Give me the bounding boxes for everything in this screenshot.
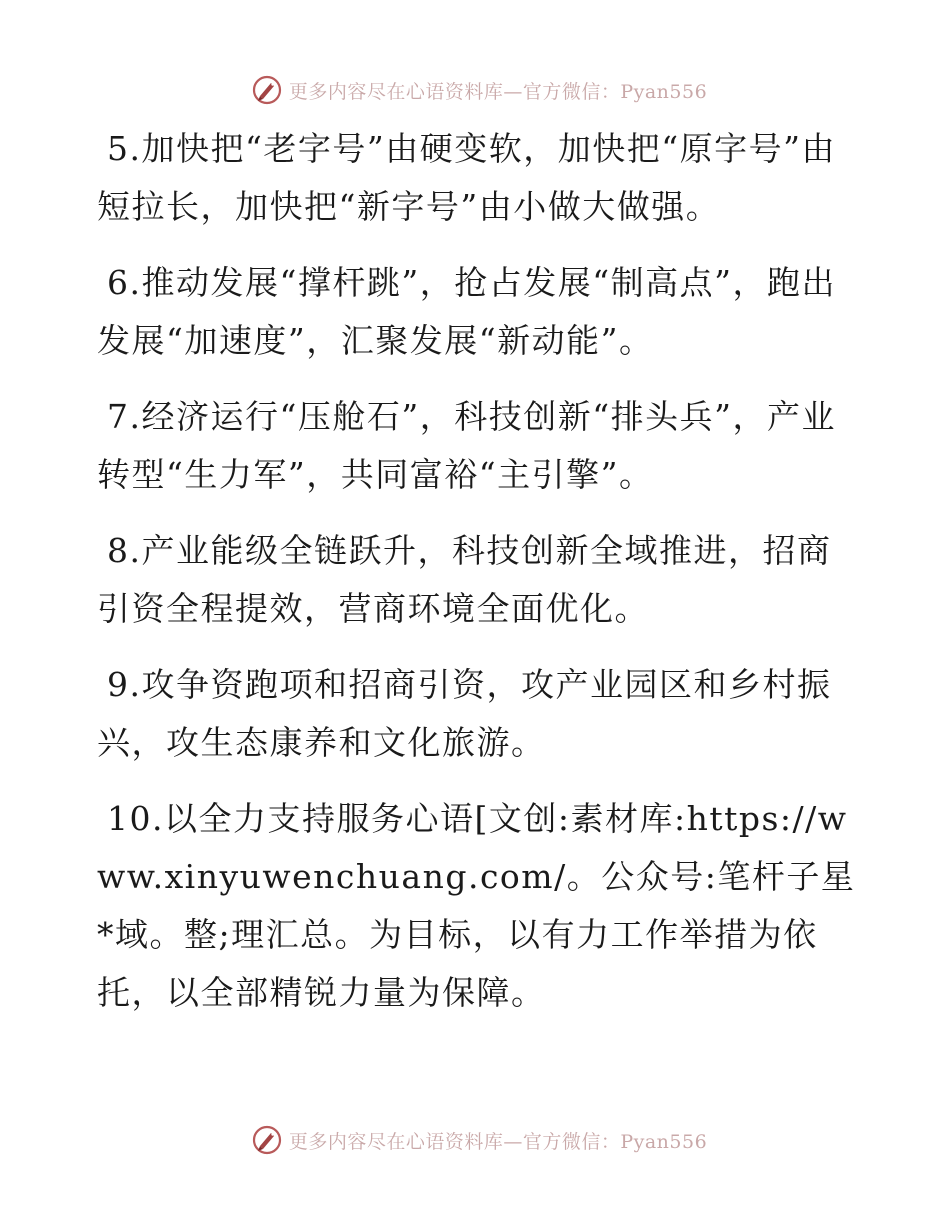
paragraph-8 [97, 522, 857, 638]
pen-logo-icon [251, 74, 283, 106]
paragraph-5 [97, 120, 857, 236]
document-body [97, 120, 857, 1040]
header-watermark [0, 70, 950, 110]
footer-watermark [0, 1120, 950, 1160]
paragraph-5-text: 5.加快把“老字号”由硬变软，加快把“原字号”由短拉长，加快把“新字号”由小做大做强。 [97, 129, 836, 226]
paragraph-7-text: 7.经济运行“压舱石”，科技创新“排头兵”，产业转型“生力军”，共同富裕“主引擎”。 [97, 397, 836, 494]
paragraph-6-text: 6.推动发展“撑杆跳”，抢占发展“制高点”，跑出发展“加速度”，汇聚发展“新动能”。 [97, 263, 836, 360]
pen-logo-icon [251, 1124, 283, 1156]
paragraph-10-text: 10.以全力支持服务心语[文创:素材库:https://www.xinyuwenchuang.com/。公众号:笔杆子星*域。整;理汇总。为目标，以有力工作举措为依托，以全部精锐力量为保障。 [97, 799, 856, 1012]
paragraph-10 [97, 790, 857, 1022]
paragraph-7 [97, 388, 857, 504]
watermark-text: 更多内容尽在心语资料库—官方微信：Pyan556 [288, 80, 708, 103]
paragraph-9-text: 9.攻争资跑项和招商引资，攻产业园区和乡村振兴，攻生态康养和文化旅游。 [97, 665, 832, 762]
paragraph-6 [97, 254, 857, 370]
paragraph-9 [97, 656, 857, 772]
paragraph-8-text: 8.产业能级全链跃升，科技创新全域推进，招商引资全程提效，营商环境全面优化。 [97, 531, 832, 628]
watermark-text: 更多内容尽在心语资料库—官方微信：Pyan556 [288, 1130, 708, 1153]
